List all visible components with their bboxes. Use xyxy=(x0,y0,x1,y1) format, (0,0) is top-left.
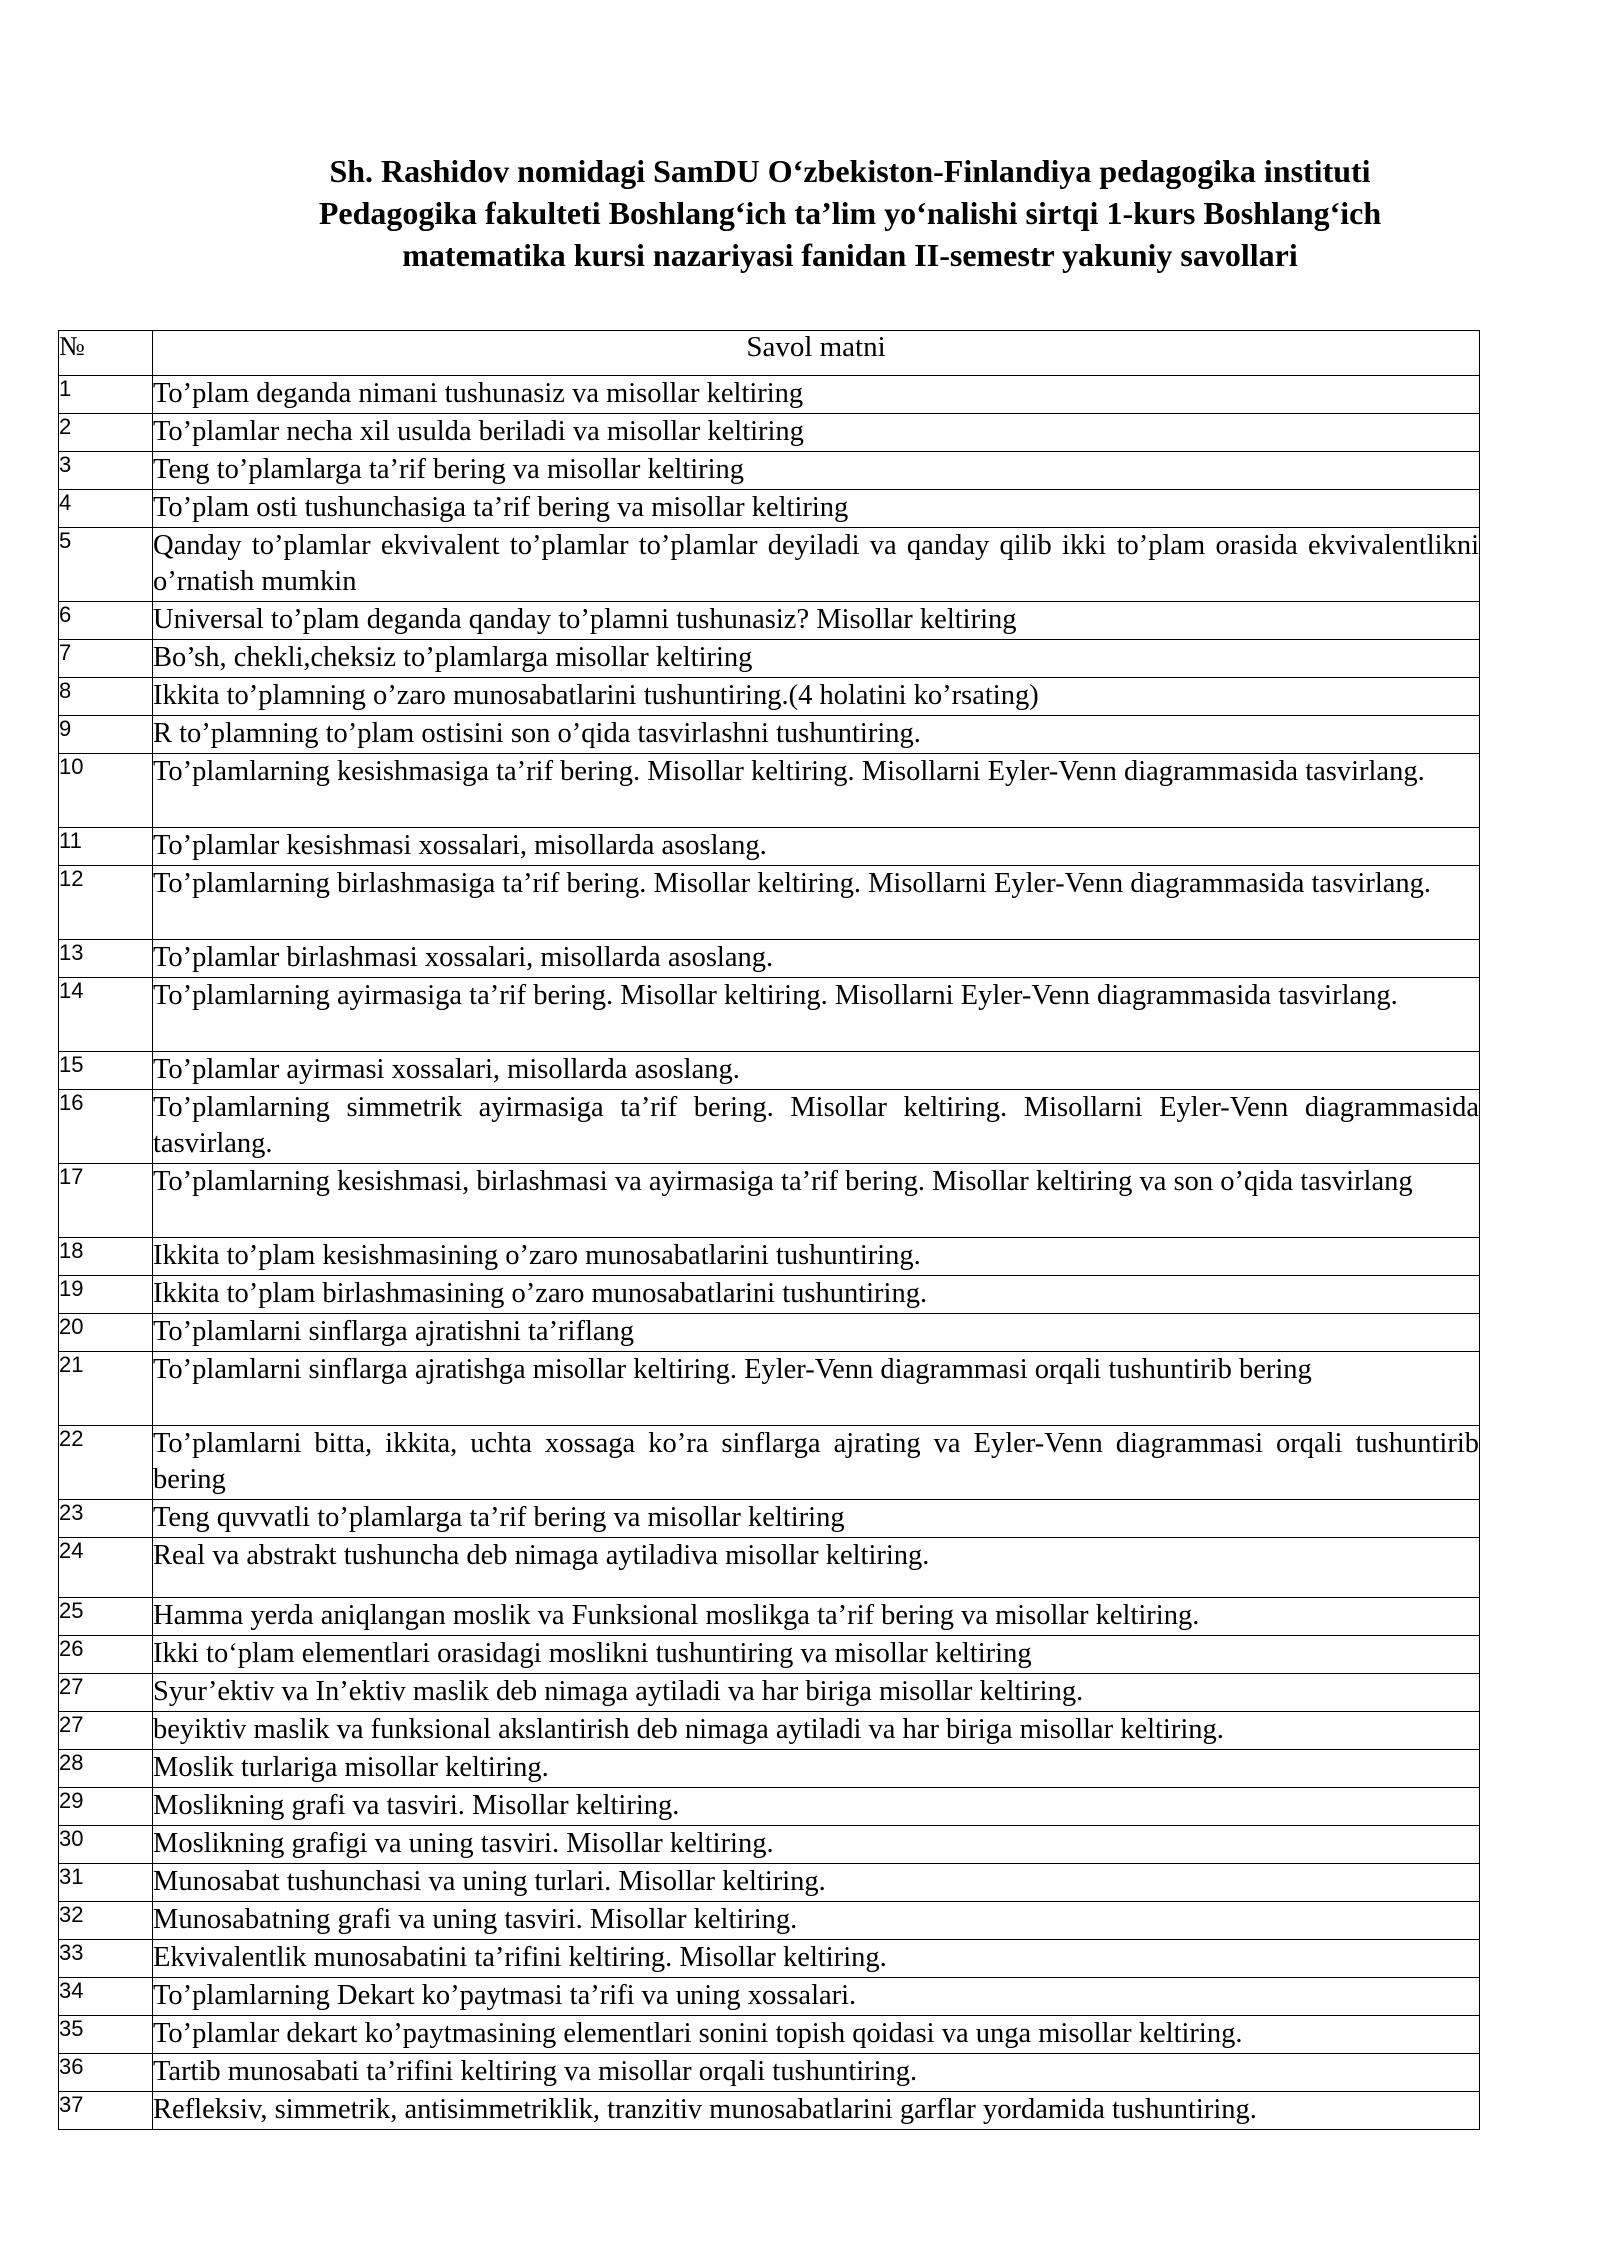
table-row xyxy=(59,716,1480,754)
question-number: 25 xyxy=(59,1598,153,1636)
question-text: To’plamlar necha xil usulda beriladi va misollar keltiring xyxy=(153,414,1480,452)
question-text: To’plamlarning simmetrik ayirmasiga ta’rif bering. Misollar keltiring. Misollarni Eyler-Venn diagrammasida tasvirlang. xyxy=(153,1090,1480,1164)
question-number: 6 xyxy=(59,602,153,640)
question-text: Munosabatning grafi va uning tasviri. Misollar keltiring. xyxy=(153,1902,1480,1940)
table-row xyxy=(59,1238,1480,1276)
table-row xyxy=(59,754,1480,828)
question-text: Munosabat tushunchasi va uning turlari. Misollar keltiring. xyxy=(153,1864,1480,1902)
question-text: To’plamlarning Dekart ko’paytmasi ta’rifi va uning xossalari. xyxy=(153,1978,1480,2016)
question-number: 15 xyxy=(59,1052,153,1090)
question-text: To’plamlarning kesishmasiga ta’rif bering. Misollar keltiring. Misollarni Eyler-Venn diagrammasida tasvirlang. xyxy=(153,754,1480,828)
question-text: Real va abstrakt tushuncha deb nimaga aytiladiva misollar keltiring. xyxy=(153,1538,1480,1598)
question-text: Moslikning grafi va tasviri. Misollar keltiring. xyxy=(153,1788,1480,1826)
table-row xyxy=(59,1500,1480,1538)
question-text: To’plamlar dekart ko’paytmasining elementlari sonini topish qoidasi va unga misollar keltiring. xyxy=(153,2016,1480,2054)
table-row xyxy=(59,490,1480,528)
table-row xyxy=(59,866,1480,940)
question-number: 18 xyxy=(59,1238,153,1276)
title-line-2: Pedagogika fakulteti Boshlang‘ich ta’lim yo‘nalishi sirtqi 1-kurs Boshlang‘ich xyxy=(318,195,1382,231)
question-number: 26 xyxy=(59,1636,153,1674)
question-text: To’plamlarning birlashmasiga ta’rif bering. Misollar keltiring. Misollarni Eyler-Venn diagrammasida tasvirlang. xyxy=(153,866,1480,940)
question-text: Tartib munosabati ta’rifini keltiring va misollar orqali tushuntiring. xyxy=(153,2054,1480,2092)
question-text: Moslikning grafigi va uning tasviri. Misollar keltiring. xyxy=(153,1826,1480,1864)
question-number: 2 xyxy=(59,414,153,452)
question-number: 3 xyxy=(59,452,153,490)
table-row xyxy=(59,1052,1480,1090)
question-number: 22 xyxy=(59,1426,153,1500)
question-number: 27 xyxy=(59,1712,153,1750)
table-row xyxy=(59,978,1480,1052)
questions-body xyxy=(59,376,1480,2130)
question-number: 5 xyxy=(59,528,153,602)
table-row xyxy=(59,940,1480,978)
table-row xyxy=(59,2016,1480,2054)
table-row xyxy=(59,1864,1480,1902)
question-text: To’plamlarning kesishmasi, birlashmasi va ayirmasiga ta’rif bering. Misollar keltiring va son o’qida tasvirlang xyxy=(153,1164,1480,1238)
table-row xyxy=(59,1940,1480,1978)
title-line-3: matematika kursi nazariyasi fanidan II-semestr yakuniy savollari xyxy=(402,237,1298,273)
table-row xyxy=(59,678,1480,716)
table-row xyxy=(59,2092,1480,2130)
question-number: 13 xyxy=(59,940,153,978)
question-number: 4 xyxy=(59,490,153,528)
question-text: To’plamlar kesishmasi xossalari, misollarda asoslang. xyxy=(153,828,1480,866)
question-number: 24 xyxy=(59,1538,153,1598)
table-row xyxy=(59,602,1480,640)
question-text: To’plamlarni sinflarga ajratishga misollar keltiring. Eyler-Venn diagrammasi orqali tushuntirib bering xyxy=(153,1352,1480,1426)
table-row xyxy=(59,1902,1480,1940)
question-number: 33 xyxy=(59,1940,153,1978)
table-row xyxy=(59,1538,1480,1598)
question-text: Bo’sh, chekli,cheksiz to’plamlarga misollar keltiring xyxy=(153,640,1480,678)
question-text: Universal to’plam deganda qanday to’plamni tushunasiz? Misollar keltiring xyxy=(153,602,1480,640)
question-text: Hamma yerda aniqlangan moslik va Funksional moslikga ta’rif bering va misollar keltiring. xyxy=(153,1598,1480,1636)
question-number: 29 xyxy=(59,1788,153,1826)
question-text: To’plamlarning ayirmasiga ta’rif bering. Misollar keltiring. Misollarni Eyler-Venn diagrammasida tasvirlang. xyxy=(153,978,1480,1052)
question-number: 16 xyxy=(59,1090,153,1164)
table-row xyxy=(59,1314,1480,1352)
question-number: 14 xyxy=(59,978,153,1052)
question-number: 17 xyxy=(59,1164,153,1238)
question-text: Ekvivalentlik munosabatini ta’rifini keltiring. Misollar keltiring. xyxy=(153,1940,1480,1978)
title-line-1: Sh. Rashidov nomidagi SamDU O‘zbekiston-Finlandiya pedagogika instituti xyxy=(329,153,1371,189)
table-row xyxy=(59,1352,1480,1426)
table-row xyxy=(59,1598,1480,1636)
question-number: 21 xyxy=(59,1352,153,1426)
question-text: To’plam deganda nimani tushunasiz va misollar keltiring xyxy=(153,376,1480,414)
table-row xyxy=(59,1826,1480,1864)
table-row xyxy=(59,2054,1480,2092)
table-row xyxy=(59,1750,1480,1788)
question-number: 19 xyxy=(59,1276,153,1314)
question-number: 28 xyxy=(59,1750,153,1788)
question-number: 10 xyxy=(59,754,153,828)
table-row xyxy=(59,376,1480,414)
table-row xyxy=(59,452,1480,490)
question-number: 37 xyxy=(59,2092,153,2130)
question-text: Ikkita to’plamning o’zaro munosabatlarini tushuntiring.(4 holatini ko’rsating) xyxy=(153,678,1480,716)
question-number: 35 xyxy=(59,2016,153,2054)
question-number: 27 xyxy=(59,1674,153,1712)
question-number: 23 xyxy=(59,1500,153,1538)
table-row xyxy=(59,1426,1480,1500)
column-header-number: № xyxy=(59,331,153,376)
question-number: 7 xyxy=(59,640,153,678)
table-row xyxy=(59,640,1480,678)
question-number: 12 xyxy=(59,866,153,940)
questions-table xyxy=(58,330,1480,2130)
question-text: Syur’ektiv va In’ektiv maslik deb nimaga aytiladi va har biriga misollar keltiring. xyxy=(153,1674,1480,1712)
table-row xyxy=(59,1636,1480,1674)
table-row xyxy=(59,528,1480,602)
question-number: 32 xyxy=(59,1902,153,1940)
question-number: 36 xyxy=(59,2054,153,2092)
question-text: Ikki to‘plam elementlari orasidagi moslikni tushuntiring va misollar keltiring xyxy=(153,1636,1480,1674)
column-header-question: Savol matni xyxy=(153,331,1480,376)
question-number: 1 xyxy=(59,376,153,414)
table-row xyxy=(59,414,1480,452)
document-title xyxy=(200,150,1500,276)
question-number: 8 xyxy=(59,678,153,716)
question-text: beyiktiv maslik va funksional akslantirish deb nimaga aytiladi va har biriga misollar keltiring. xyxy=(153,1712,1480,1750)
question-number: 9 xyxy=(59,716,153,754)
question-text: To’plamlarni sinflarga ajratishni ta’riflang xyxy=(153,1314,1480,1352)
table-row xyxy=(59,1276,1480,1314)
question-number: 31 xyxy=(59,1864,153,1902)
question-text: Moslik turlariga misollar keltiring. xyxy=(153,1750,1480,1788)
table-row xyxy=(59,828,1480,866)
table-row xyxy=(59,1674,1480,1712)
question-text: Refleksiv, simmetrik, antisimmetriklik, tranzitiv munosabatlarini garflar yordamida tushuntiring. xyxy=(153,2092,1480,2130)
question-number: 34 xyxy=(59,1978,153,2016)
question-text: Teng to’plamlarga ta’rif bering va misollar keltiring xyxy=(153,452,1480,490)
table-row xyxy=(59,1978,1480,2016)
question-text: R to’plamning to’plam ostisini son o’qida tasvirlashni tushuntiring. xyxy=(153,716,1480,754)
table-row xyxy=(59,1164,1480,1238)
question-text: Ikkita to’plam birlashmasining o’zaro munosabatlarini tushuntiring. xyxy=(153,1276,1480,1314)
question-number: 30 xyxy=(59,1826,153,1864)
question-text: To’plamlar birlashmasi xossalari, misollarda asoslang. xyxy=(153,940,1480,978)
question-text: Qanday to’plamlar ekvivalent to’plamlar to’plamlar deyiladi va qanday qilib ikki to’plam orasida ekvivalentlikni o’rnatish mumkin xyxy=(153,528,1480,602)
question-text: To’plamlar ayirmasi xossalari, misollarda asoslang. xyxy=(153,1052,1480,1090)
question-text: To’plamlarni bitta, ikkita, uchta xossaga ko’ra sinflarga ajrating va Eyler-Venn diagrammasi orqali tushuntirib bering xyxy=(153,1426,1480,1500)
question-text: Ikkita to’plam kesishmasining o’zaro munosabatlarini tushuntiring. xyxy=(153,1238,1480,1276)
table-row xyxy=(59,1712,1480,1750)
table-row xyxy=(59,1788,1480,1826)
question-number: 11 xyxy=(59,828,153,866)
question-number: 20 xyxy=(59,1314,153,1352)
question-text: Teng quvvatli to’plamlarga ta’rif bering va misollar keltiring xyxy=(153,1500,1480,1538)
question-text: To’plam osti tushunchasiga ta’rif bering va misollar keltiring xyxy=(153,490,1480,528)
table-row xyxy=(59,1090,1480,1164)
